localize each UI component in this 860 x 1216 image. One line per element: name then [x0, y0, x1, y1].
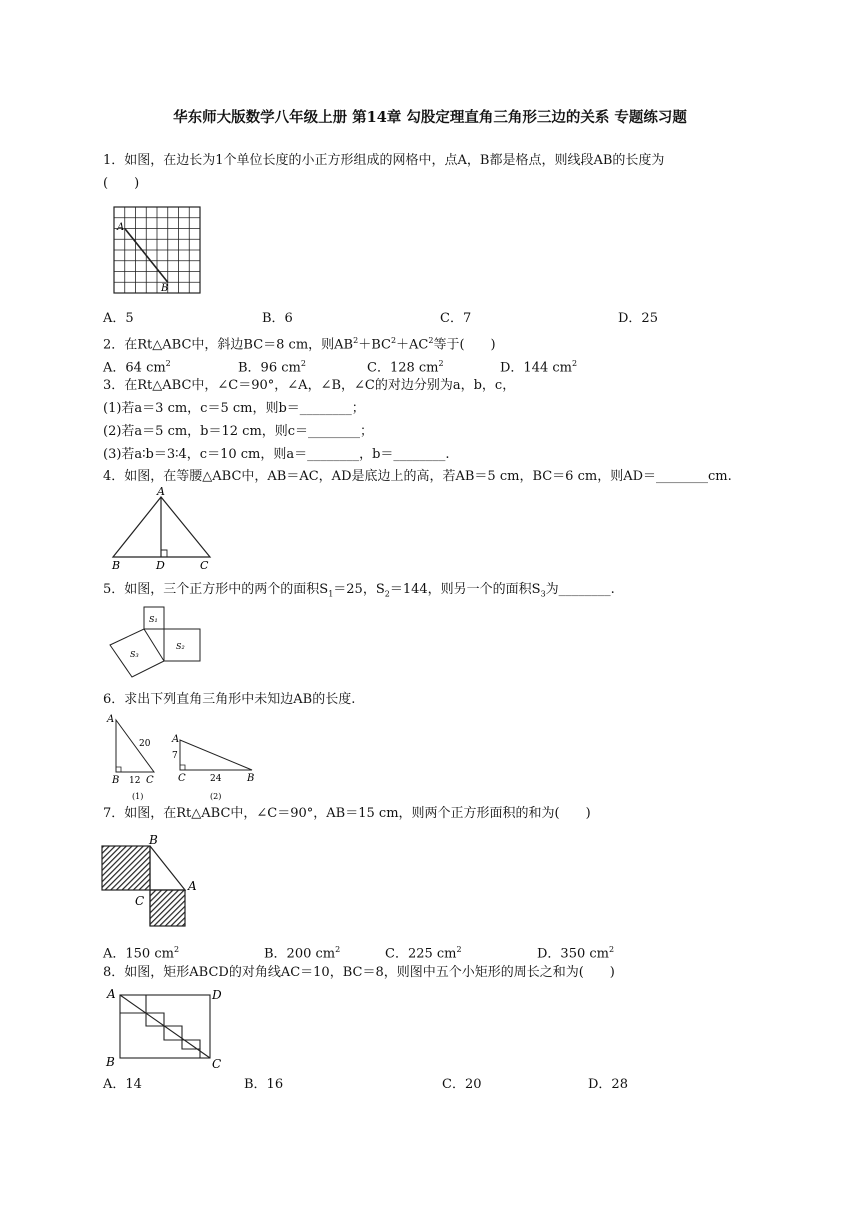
q5-label-s2: S₂: [176, 642, 185, 651]
q6-fig2-label-b: B: [247, 773, 255, 784]
q8-option-b: B．16: [244, 1077, 284, 1092]
q1-grid-figure: [110, 205, 205, 297]
q8-label-d: D: [212, 988, 222, 1002]
q1-option-a: A．5: [103, 311, 134, 326]
q4-label-b: B: [112, 559, 121, 572]
q5-three-squares-figure: [108, 605, 203, 675]
q2-option-d: D．144 $cm^2$: [500, 359, 578, 376]
q1-label-b: B: [161, 283, 169, 294]
q1-label-a: A: [117, 222, 125, 233]
q7-label-a: A: [188, 879, 197, 893]
q3-stem: 3．在Rt△ABC中，∠C＝90°，∠A，∠B，∠C的对边分别为a，b，c，: [103, 378, 516, 393]
q8-stem: 8．如图，矩形ABCD的对角线AC＝10，BC＝8，则图中五个小矩形的周长之和为( ): [103, 965, 615, 980]
q3-part-2: (2)若a＝5 cm，b＝12 cm，则c＝________；: [103, 424, 374, 439]
q7-squares-figure: [100, 832, 210, 934]
q6-triangle-figure-1: [104, 712, 166, 804]
q6-fig2-caption: (2): [210, 792, 222, 801]
q7-option-c: C．225 $cm^2$: [385, 945, 462, 962]
q2-option-b: B．96 $cm^2$: [238, 359, 306, 376]
q2-option-a: A．64 $cm^2$: [103, 359, 171, 376]
q7-option-a: A．150 $cm^2$: [103, 945, 180, 962]
q5-label-s1: S₁: [149, 615, 158, 624]
q5-label-s3: S₃: [130, 650, 139, 659]
q2-stem: 2．在Rt△ABC中，斜边BC＝8 cm，则$AB^2+BC^2+AC^2$等于( ): [103, 336, 496, 353]
q6-fig1-label-c: C: [146, 775, 154, 786]
q6-fig1-label-b: B: [112, 775, 120, 786]
q1-option-d: D．25: [618, 311, 658, 326]
q6-fig1-label-a: A: [107, 714, 115, 725]
q4-label-a: A: [157, 485, 165, 498]
q6-fig2-label-leg: 7: [172, 751, 178, 761]
q4-label-c: C: [200, 559, 209, 572]
q6-fig2-label-base: 24: [210, 774, 222, 784]
q7-label-b: B: [149, 833, 158, 847]
q7-option-d: D．350 $cm^2$: [537, 945, 615, 962]
q6-stem: 6．求出下列直角三角形中未知边AB的长度.: [103, 692, 356, 707]
q1-option-c: C．7: [440, 311, 472, 326]
q5-stem: 5．如图，三个正方形中的两个的面积$S_1=25$，$S_2=144$，则另一个的面积$S_3$为________.: [103, 582, 615, 599]
q4-isosceles-triangle-figure: [108, 485, 238, 572]
q1-stem: 1．如图，在边长为1个单位长度的小正方形组成的网格中，点A，B都是格点，则线段AB的长度为: [103, 153, 665, 168]
q4-label-d: D: [156, 559, 165, 572]
q6-fig1-caption: (1): [132, 792, 144, 801]
q4-stem: 4．如图，在等腰△ABC中，AB＝AC，AD是底边上的高，若AB＝5 cm，BC＝6 cm，则AD＝________cm.: [103, 469, 732, 484]
q6-triangle-figure-2: [170, 730, 262, 804]
page-title: 华东师大版数学八年级上册 第14章 勾股定理直角三角形三边的关系 专题练习题: [173, 109, 687, 126]
q6-fig1-label-hyp: 20: [139, 739, 151, 749]
q8-option-c: C．20: [442, 1077, 482, 1092]
q8-option-d: D．28: [588, 1077, 628, 1092]
q7-label-c: C: [135, 894, 145, 908]
q6-fig2-label-c: C: [178, 773, 186, 784]
q1-option-b: B．6: [262, 311, 293, 326]
q6-fig2-label-a: A: [172, 734, 180, 745]
q7-option-b: B．200 $cm^2$: [264, 945, 341, 962]
q8-rectangle-figure: [102, 986, 232, 1072]
q3-part-3: (3)若a∶b＝3∶4，c＝10 cm，则a＝________，b＝________.: [103, 447, 450, 462]
q6-fig1-label-base: 12: [129, 776, 141, 786]
q8-label-c: C: [212, 1057, 222, 1071]
q2-option-c: C．128 $cm^2$: [367, 359, 444, 376]
q8-label-b: B: [106, 1055, 115, 1069]
q7-stem: 7．如图，在Rt△ABC中，∠C＝90°，AB＝15 cm，则两个正方形面积的和为( ): [103, 806, 591, 821]
q8-label-a: A: [107, 987, 116, 1001]
q3-part-1: (1)若a＝3 cm，c＝5 cm，则b＝________；: [103, 401, 365, 416]
q8-option-a: A．14: [103, 1077, 142, 1092]
q1-answer-blank: ( ): [103, 176, 140, 191]
